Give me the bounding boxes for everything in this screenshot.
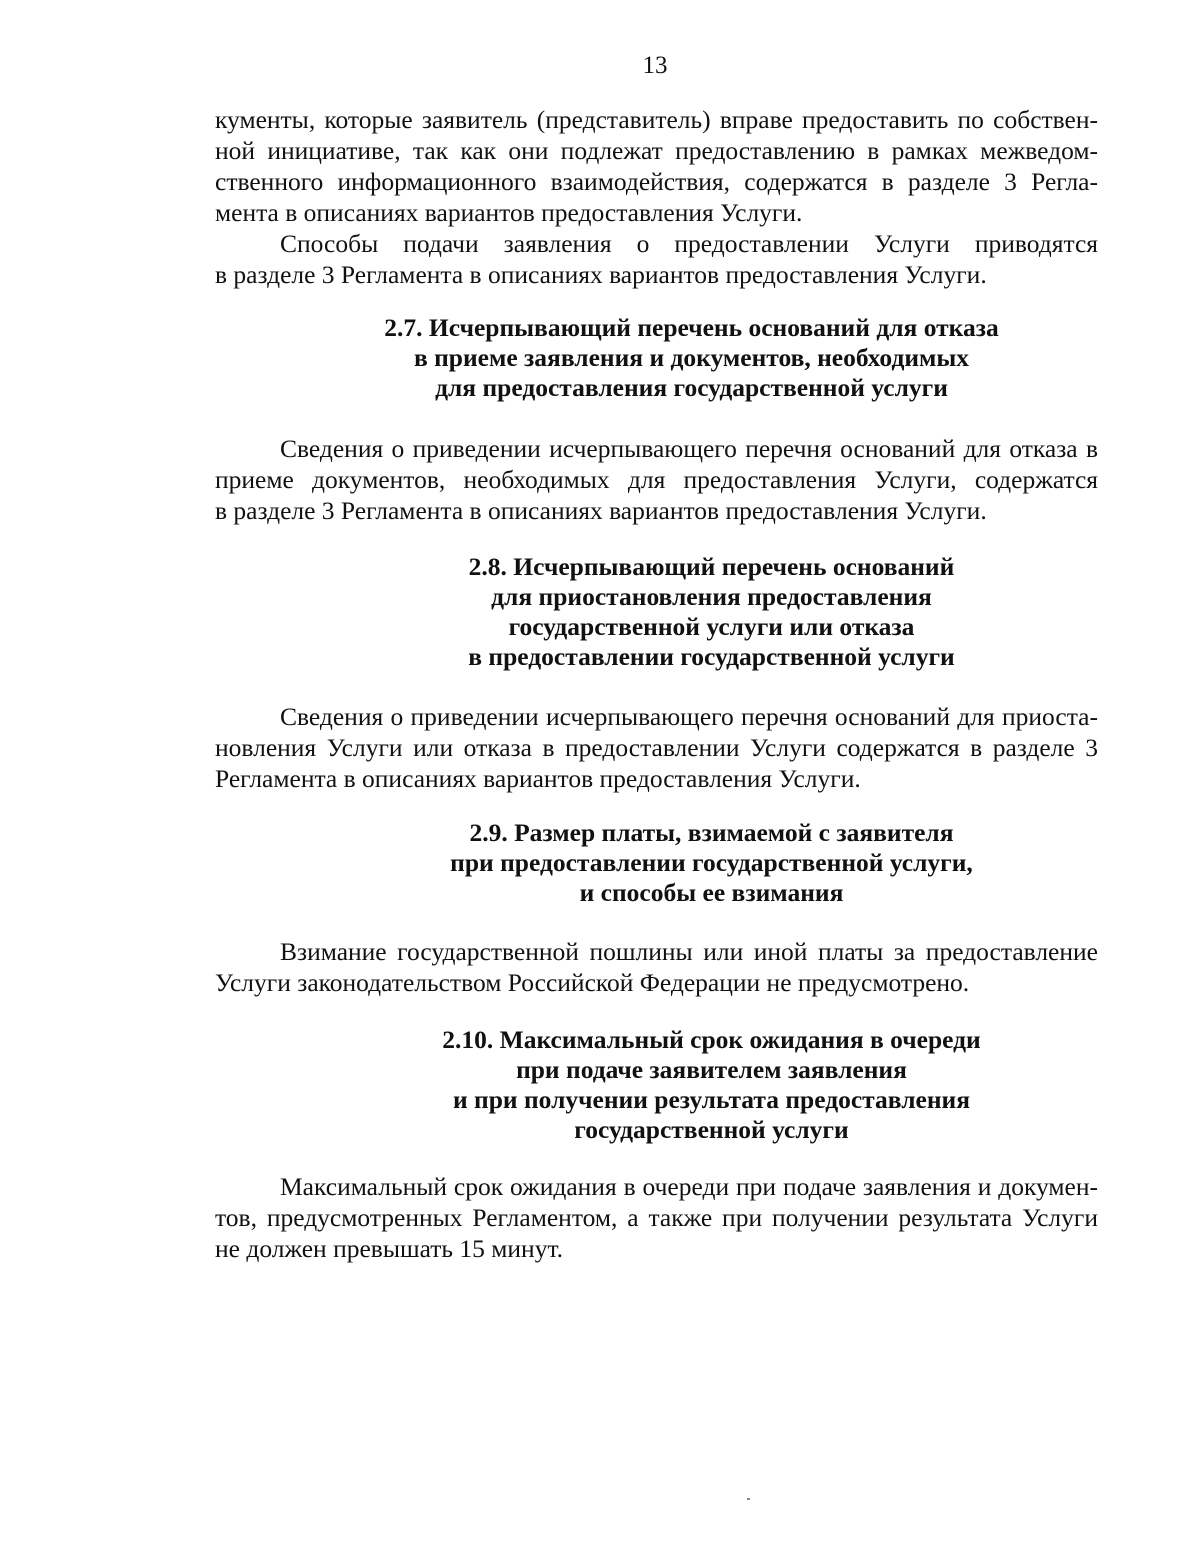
intro-paragraph (215, 104, 1098, 228)
heading-line: в предоставлении государственной услуги (468, 642, 955, 671)
section-2-9-body (215, 936, 1098, 998)
section-2-8-body (215, 701, 1098, 794)
scan-speck (747, 1498, 750, 1500)
text-line: кументы, которые заявитель (представитель) вправе предоставить по собствен- (215, 105, 1098, 134)
text-line: Взимание государственной пошлины или иной платы за предоставление (280, 937, 1098, 966)
heading-line: 2.7. Исчерпывающий перечень оснований для отказа (384, 313, 999, 342)
page-number: 13 (642, 52, 668, 79)
section-2-7-heading (250, 313, 1133, 403)
section-2-9-heading (270, 818, 1153, 908)
section-2-10-heading (270, 1025, 1153, 1145)
heading-line: при подаче заявителем заявления (516, 1055, 907, 1084)
section-2-10-body (215, 1171, 1098, 1264)
submission-paragraph (215, 228, 1098, 290)
text-line: Способы подачи заявления о предоставлении Услуги приводятся (280, 229, 1098, 258)
heading-line: для приостановления предоставления (491, 582, 932, 611)
text-line: Сведения о приведении исчерпывающего перечня оснований для отказа в (280, 434, 1098, 463)
text-line: не должен превышать 15 минут. (215, 1234, 564, 1263)
text-line: тов, предусмотренных Регламентом, а также при получении результата Услуги (215, 1203, 1098, 1232)
text-line: Услуги законодательством Российской Федерации не предусмотрено. (215, 968, 970, 997)
heading-line: в приеме заявления и документов, необходимых (413, 343, 970, 372)
heading-line: 2.9. Размер платы, взимаемой с заявителя (469, 818, 954, 847)
heading-line: государственной услуги или отказа (508, 612, 915, 641)
heading-line: 2.8. Исчерпывающий перечень оснований (468, 552, 955, 581)
heading-line: и при получении результата предоставления (452, 1085, 970, 1114)
text-line: Максимальный срок ожидания в очереди при подаче заявления и докумен- (280, 1172, 1098, 1201)
heading-line: при предоставлении государственной услуги, (450, 848, 973, 877)
text-line: ной инициативе, так как они подлежат предоставлению в рамках межведом- (215, 136, 1098, 165)
heading-line: 2.10. Максимальный срок ожидания в очереди (442, 1025, 981, 1054)
text-line: Сведения о приведении исчерпывающего перечня оснований для приоста- (280, 702, 1098, 731)
text-line: ственного информационного взаимодействия, содержатся в разделе 3 Регла- (215, 167, 1098, 196)
text-line: в разделе 3 Регламента в описаниях вариантов предоставления Услуги. (215, 260, 987, 289)
section-2-7-body (215, 433, 1098, 526)
section-2-8-heading (270, 552, 1153, 672)
heading-line: для предоставления государственной услуги (435, 373, 948, 402)
text-line: Регламента в описаниях вариантов предоставления Услуги. (215, 764, 861, 793)
text-line: в разделе 3 Регламента в описаниях вариантов предоставления Услуги. (215, 496, 987, 525)
heading-line: и способы ее взимания (579, 878, 844, 907)
text-line: приеме документов, необходимых для предоставления Услуги, содержатся (215, 465, 1098, 494)
text-line: новления Услуги или отказа в предоставлении Услуги содержатся в разделе 3 (215, 733, 1098, 762)
heading-line: государственной услуги (574, 1115, 849, 1144)
text-line: мента в описаниях вариантов предоставления Услуги. (215, 198, 803, 227)
